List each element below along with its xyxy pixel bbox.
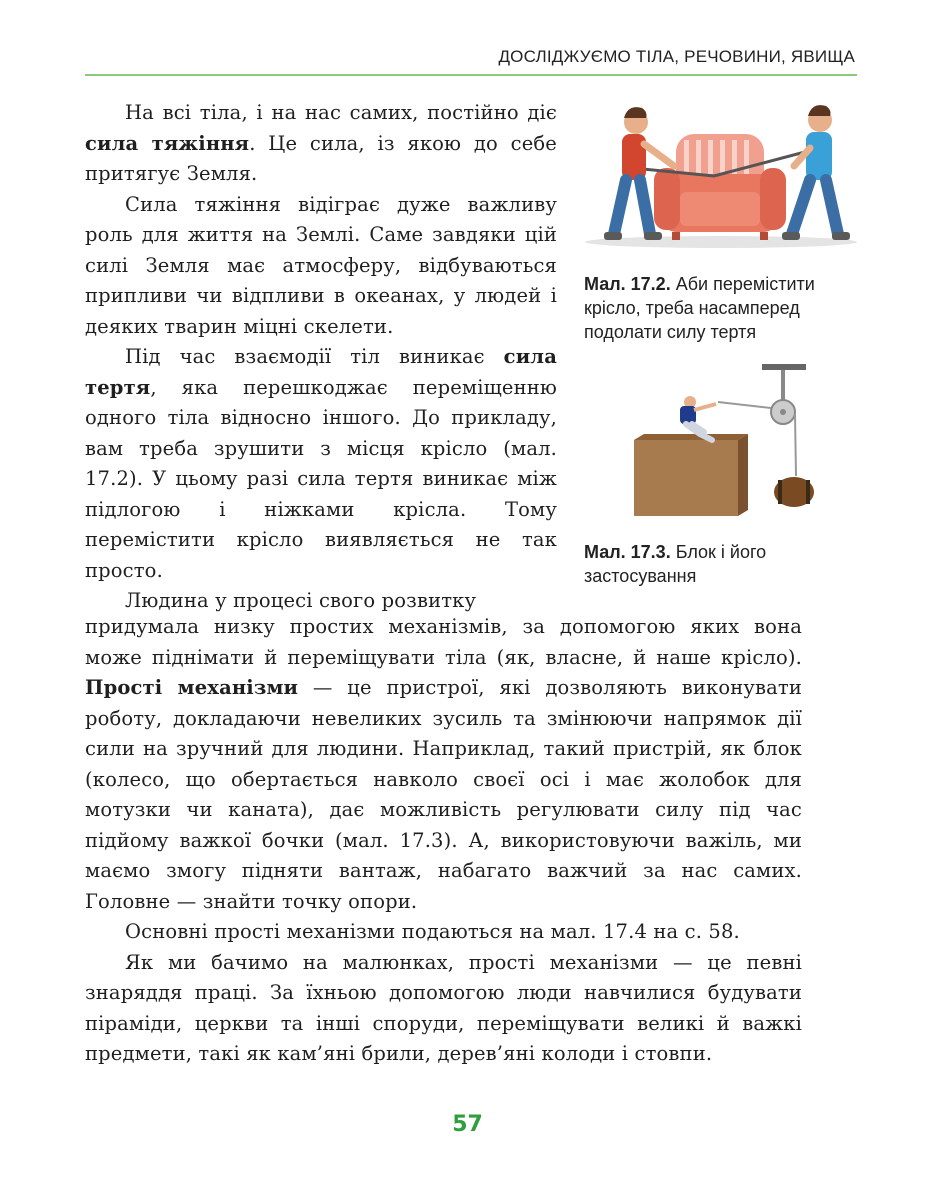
figure-caption-17-3: Мал. 17.3. Блок і його застосування [584,542,767,586]
term-gravity: сила тяжіння [85,131,250,155]
paragraph-friction: Під час взаємодії тіл виникає сила тертя, яка перешкоджає переміщенню одного тіла відносно іншого. До прикладу, вам треба зрушити з місця крісло (мал. 17.2). У цьому разі сила тертя виникає між підлогою і ніжками крісла. Тому перемістити крісло виявляється не так просто. [85,345,557,582]
figure-pulley-illustration [630,362,830,516]
paragraph-gravity-role: Сила тяжіння відіграє дуже важливу роль для життя на Землі. Саме завдяки цій силі Земля має атмосферу, відбуваються припливи чи відпливи в океанах, у людей і деяких тварин міцні скелети. [85,192,557,338]
term-friction: сила тертя [85,345,557,399]
paragraph-mechanisms-start: Людина у процесі свого розвитку [125,589,477,612]
paragraph-mechanisms-cont: придумала низку простих механізмів, за допомогою яких вона може піднімати й переміщувати тіла (як, власне, й наше крісло). Прості механізми — це пристрої, які дозволяють виконувати роботу, докладаючи невеликих зусиль та змінюючи напрямок дії сили на зручний для людини. Наприклад, такий пристрій, як блок (колесо, що обертається навколо своєї осі і має жолобок для мотузки чи каната), дає можливість регулювати силу під час підйому важкої бочки (мал. 17.3). А, використовуючи важіль, ми маємо змогу підняти вантаж, набагато важчий за нас самих. Головне — знайти точку опори. [85,615,803,913]
barrel-icon [774,477,814,507]
text-column-bottom [85,612,802,1070]
figure-label-17-2: Мал. 17.2. [584,274,671,294]
running-header [85,44,857,76]
person-pulling-icon [680,396,716,440]
figure-caption-17-2: Мал. 17.2. Аби перемістити крісло, треба насамперед подолати силу тертя [584,274,815,342]
page-number: 57 [452,1112,483,1137]
text-column-top [85,98,557,617]
armchair-icon [654,134,786,240]
pulley-icon [771,400,795,424]
paragraph-tools: Як ми бачимо на малюнках, прості механізми — це певні знаряддя праці. За їхньою допомогою люди навчилися будувати піраміди, церкви та інші споруди, переміщувати великі й важкі предмети, такі як кам’яні брили, дерев’яні колоди і стовпи. [85,950,802,1065]
man-right-icon [782,105,850,240]
paragraph-gravity: На всі тіла, і на нас самих, постійно діє сила тяжіння. Це сила, із якою до себе притягує Земля. [85,101,558,185]
figure-label-17-3: Мал. 17.3. [584,542,671,562]
term-simple-mechanisms: Прості механізми [85,676,299,699]
header-title: ДОСЛІДЖУЄМО ТІЛА, РЕЧОВИНИ, ЯВИЩА [498,47,855,66]
figure-armchair-illustration [584,96,858,256]
box-icon [634,434,748,516]
paragraph-figure-ref: Основні прості механізми подаються на мал. 17.4 на с. 58. [125,920,740,943]
